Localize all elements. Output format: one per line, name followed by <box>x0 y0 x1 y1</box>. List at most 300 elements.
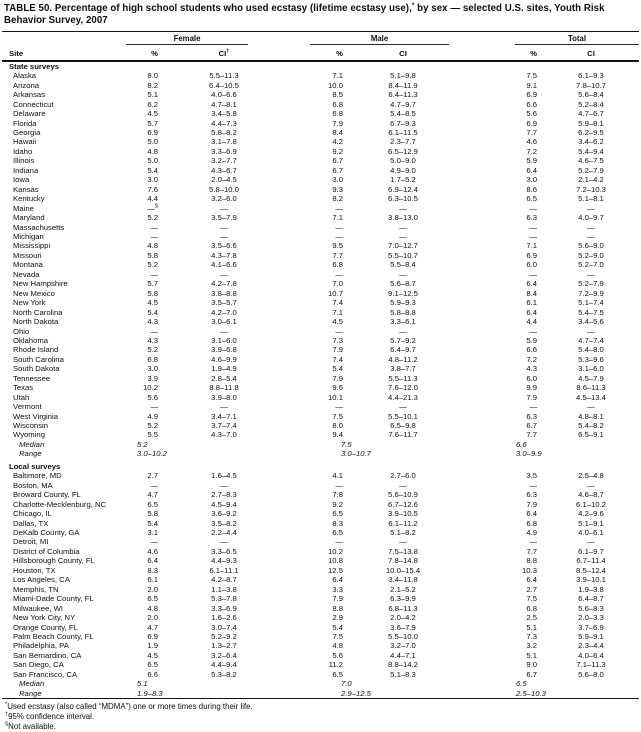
ci-cell: 2.7–6.0 <box>390 471 416 481</box>
ci-cell: 4.6–8.7 <box>578 490 604 500</box>
pct-cell: 5.4 <box>147 518 158 528</box>
group-header-male <box>284 32 457 45</box>
ci-cell: 5.3–8.2 <box>211 669 237 679</box>
ci-cell: 2.0–4.2 <box>390 613 416 623</box>
ci-cell: 7.2–10.3 <box>576 184 606 194</box>
ci-cell: 3.8–8.8 <box>211 288 237 298</box>
range-value: 3.0–9.9 <box>516 449 542 459</box>
ci-cell: 2.7–8.3 <box>211 490 237 500</box>
table-row <box>2 641 639 650</box>
pct-cell: — <box>335 537 343 547</box>
ci-cell: — <box>399 402 407 412</box>
site-cell: Arkansas <box>13 90 46 100</box>
ci-cell: 3.3–6.9 <box>211 603 237 613</box>
ci-cell: 6.7–11.4 <box>576 556 606 566</box>
pct-cell: 5.2 <box>147 345 158 355</box>
group-header-total <box>457 32 639 45</box>
site-cell: Ohio <box>13 326 30 336</box>
ci-cell: 5.4–8.0 <box>578 345 604 355</box>
pct-cell: 5.0 <box>147 156 158 166</box>
pct-cell: 7.4 <box>332 354 343 364</box>
site-cell: Boston, MA <box>13 480 53 490</box>
pct-cell: 6.5 <box>147 499 158 509</box>
pct-cell: 6.9 <box>147 632 158 641</box>
ci-cell: 6.1–11.1 <box>209 565 239 575</box>
pct-cell: 8.0 <box>332 421 343 431</box>
table-body <box>2 61 639 699</box>
pct-cell: 4.1 <box>332 471 343 481</box>
pct-cell: 7.1 <box>332 71 343 81</box>
table-row <box>2 327 639 336</box>
ci-cell: 4.3–7.8 <box>211 250 237 260</box>
pct-cell: 8.8 <box>332 603 343 613</box>
site-cell: Los Angeles, CA <box>13 575 70 585</box>
ci-cell: 2.2–4.4 <box>211 528 237 538</box>
ci-cell: 5.9–9.3 <box>390 298 416 308</box>
ci-cell: 5.7–9.2 <box>390 335 416 345</box>
ci-cell: 5.6–10.9 <box>388 490 418 500</box>
ci-cell: — <box>587 222 595 232</box>
table-row <box>2 128 639 137</box>
pct-cell: 9.9 <box>526 383 537 393</box>
range-value: 2.5–10.3 <box>516 688 546 698</box>
pct-cell: 6.7 <box>332 156 343 166</box>
ci-cell: 4.4–7.1 <box>390 650 416 660</box>
ci-cell: 3.4–6.2 <box>578 137 604 147</box>
site-cell: Broward County, FL <box>13 490 81 500</box>
site-cell: Arizona <box>13 80 40 90</box>
range-value: 3.0–10.7 <box>341 449 371 459</box>
ci-cell: 8.4–11.9 <box>388 80 418 90</box>
ci-cell: 10.0–15.4 <box>385 565 421 575</box>
pct-cell: 5.8 <box>147 509 158 519</box>
ci-cell: 1.7–5.2 <box>390 175 416 185</box>
table-row <box>2 317 639 326</box>
table-row <box>2 336 639 345</box>
pct-cell: 6.1 <box>526 298 537 308</box>
ci-cell: 4.2–7.8 <box>211 279 237 289</box>
pct-cell: 2.7 <box>526 584 537 594</box>
ci-cell: 4.0–6.1 <box>578 528 604 538</box>
pct-cell: — <box>529 537 537 547</box>
table-row <box>2 421 639 430</box>
ci-cell: 6.9–12.4 <box>388 184 418 194</box>
table-title <box>2 0 639 32</box>
ci-cell: 5.9–8.1 <box>578 118 604 128</box>
pct-cell: 9.6 <box>332 383 343 393</box>
ci-cell: 4.6–9.9 <box>211 354 237 364</box>
ci-cell: — <box>220 480 228 490</box>
ci-cell: 5.2–7.9 <box>578 279 604 289</box>
site-cell: North Carolina <box>13 307 63 317</box>
ci-cell: — <box>587 537 595 547</box>
ci-cell: 5.5–10.0 <box>388 632 418 641</box>
pct-cell: 4.9 <box>147 411 158 421</box>
pct-cell: 7.9 <box>526 392 537 402</box>
ci-cell: 3.8–13.0 <box>388 213 418 223</box>
ci-cell: — <box>399 480 407 490</box>
ci-cell: 5.6–8.7 <box>390 279 416 289</box>
pct-cell: 5.1 <box>526 650 537 660</box>
pct-cell: 5.6 <box>147 392 158 402</box>
site-cell: District of Columbia <box>13 546 80 556</box>
pct-cell: 6.6 <box>147 669 158 679</box>
site-cell: South Dakota <box>13 364 60 374</box>
ci-cell: 6.7–12.6 <box>388 499 418 509</box>
ci-cell: 3.3–6.1 <box>390 317 416 327</box>
site-cell: Connecticut <box>13 99 54 109</box>
ci-cell: 4.5–13.4 <box>576 392 606 402</box>
ci-cell: 3.2–6.0 <box>211 194 237 204</box>
ci-cell: — <box>220 402 228 412</box>
site-cell: Nevada <box>13 269 40 279</box>
site-cell: Massachusetts <box>13 222 65 232</box>
table-row <box>2 594 639 603</box>
pct-cell: — <box>150 402 158 412</box>
range-row <box>2 689 639 699</box>
pct-cell: — <box>529 203 537 213</box>
pct-cell: 6.3 <box>526 213 537 223</box>
ci-cell: 5.6–8.4 <box>578 90 604 100</box>
site-cell: Texas <box>13 383 34 393</box>
table-row <box>2 393 639 402</box>
pct-cell: 5.4 <box>147 165 158 175</box>
ci-cell: — <box>220 203 228 213</box>
pct-cell: 3.9 <box>147 373 158 383</box>
pct-cell: 7.7 <box>526 546 537 556</box>
ci-cell: 4.6–7.5 <box>578 156 604 166</box>
ci-cell: — <box>220 269 228 279</box>
ci-cell: 6.5–9.1 <box>578 430 604 440</box>
ci-cell: 6.1–11.5 <box>388 127 418 137</box>
table-row <box>2 194 639 203</box>
pct-cell: 6.5 <box>332 669 343 679</box>
table-row <box>2 90 639 99</box>
pct-cell: 7.2 <box>526 146 537 156</box>
pct-cell: 6.2 <box>147 99 158 109</box>
ci-cell: 2.3–4.4 <box>578 641 604 651</box>
ci-cell: 2.5–4.8 <box>578 471 604 481</box>
ci-cell: 4.4–21.3 <box>388 392 418 402</box>
site-cell: Utah <box>13 392 30 402</box>
pct-cell: 6.4 <box>526 307 537 317</box>
ci-cell: 3.4–5.8 <box>211 109 237 119</box>
table-row <box>2 575 639 584</box>
median-row <box>2 440 639 449</box>
ci-cell: 6.1–11.2 <box>388 518 418 528</box>
pct-cell: — <box>529 402 537 412</box>
site-cell: North Dakota <box>13 317 59 327</box>
group-label-male: Male <box>310 33 449 45</box>
site-cell: Oklahoma <box>13 335 49 345</box>
site-cell: Missouri <box>13 250 42 260</box>
group-label-total: Total <box>515 33 639 45</box>
ci-cell: 5.4–8.2 <box>578 421 604 431</box>
range-label: Range <box>19 449 42 459</box>
pct-cell: 6.0 <box>526 260 537 270</box>
pct-cell: 2.7 <box>147 471 158 481</box>
ci-cell: 5.2–9.0 <box>578 250 604 260</box>
ci-cell: 7.6–11.7 <box>388 430 418 440</box>
group-header-female <box>126 32 284 45</box>
footnote-line: †95% confidence interval. <box>5 711 95 722</box>
table-row <box>2 471 639 480</box>
ci-cell: 4.0–6.4 <box>578 650 604 660</box>
ci-cell: 7.6–12.0 <box>388 383 418 393</box>
ci-cell: — <box>220 222 228 232</box>
table-row <box>2 481 639 490</box>
pct-cell: 4.8 <box>147 603 158 613</box>
pct-cell: 7.9 <box>332 345 343 355</box>
pct-cell: 7.3 <box>332 335 343 345</box>
ci-cell: 3.9–8.0 <box>211 392 237 402</box>
ci-cell: 5.4–9.4 <box>578 146 604 156</box>
pct-cell: — <box>150 269 158 279</box>
site-cell: Maryland <box>13 213 45 223</box>
table-row <box>2 604 639 613</box>
ci-cell: 2.1–5.2 <box>390 584 416 594</box>
pct-cell: 7.5 <box>332 632 343 641</box>
pct-cell: 1.9 <box>147 641 158 651</box>
site-cell: Illinois <box>13 156 35 166</box>
pct-cell: 3.1 <box>147 528 158 538</box>
site-cell: Palm Beach County, FL <box>13 632 94 641</box>
pct-cell: 5.8 <box>147 250 158 260</box>
ci-cell: 3.3–6.5 <box>211 546 237 556</box>
pct-cell: — <box>335 402 343 412</box>
site-cell: San Diego, CA <box>13 660 64 670</box>
pct-cell: 6.8 <box>526 518 537 528</box>
pct-cell: — <box>150 537 158 547</box>
ci-cell: — <box>220 537 228 547</box>
ci-cell: — <box>399 203 407 213</box>
ci-cell: 5.1–7.4 <box>578 298 604 308</box>
pct-cell: 6.6 <box>526 345 537 355</box>
ci-cell: 3.2–7.0 <box>390 641 416 651</box>
pct-cell: 3.2 <box>526 641 537 651</box>
pct-cell: 6.8 <box>332 260 343 270</box>
pct-cell: 9.4 <box>332 430 343 440</box>
ci-cell: 4.7–7.4 <box>578 335 604 345</box>
ci-cell: 7.0–12.7 <box>388 241 418 251</box>
ci-cell: 5.4–8.5 <box>390 109 416 119</box>
site-cell: Georgia <box>13 127 41 137</box>
pct-cell: 6.4 <box>526 509 537 519</box>
pct-cell: 5.7 <box>147 118 158 128</box>
ci-cell: 6.7–9.3 <box>390 118 416 128</box>
site-cell: Montana <box>13 260 43 270</box>
pct-cell: 6.3 <box>526 490 537 500</box>
pct-cell: 6.5 <box>332 528 343 538</box>
ci-cell: 5.2–9.2 <box>211 632 237 641</box>
footnote-marker: § <box>5 721 9 728</box>
ci-cell: 5.9–9.1 <box>578 632 604 641</box>
table-row <box>2 213 639 222</box>
pct-cell: 6.7 <box>332 165 343 175</box>
pct-cell: 4.8 <box>147 241 158 251</box>
pct-cell: 7.8 <box>332 490 343 500</box>
pct-cell: 6.8 <box>332 99 343 109</box>
ci-cell: 3.9–10.5 <box>388 509 418 519</box>
site-cell: New Mexico <box>13 288 55 298</box>
site-cell: Delaware <box>13 109 46 119</box>
ci-cell: 3.8–7.7 <box>390 364 416 374</box>
pct-cell: 6.5 <box>147 660 158 670</box>
ci-cell: 3.7–6.9 <box>578 622 604 632</box>
site-cell: Houston, TX <box>13 565 56 575</box>
ci-cell: 6.1–9.7 <box>578 546 604 556</box>
ci-cell: 4.4–9.4 <box>211 660 237 670</box>
pct-cell: 7.1 <box>332 213 343 223</box>
table-row <box>2 500 639 509</box>
table-row <box>2 509 639 518</box>
column-header-male-pct: % <box>284 45 349 61</box>
pct-cell: 8.3 <box>147 565 158 575</box>
ci-cell: — <box>220 326 228 336</box>
site-cell: New Hampshire <box>13 279 68 289</box>
pct-cell: 2.0 <box>147 613 158 623</box>
pct-cell: 3.5 <box>526 471 537 481</box>
ci-cell: — <box>399 326 407 336</box>
pct-cell: 5.0 <box>147 137 158 147</box>
pct-cell: 12.5 <box>328 565 343 575</box>
ci-cell: 5.3–9.6 <box>578 354 604 364</box>
pct-cell: 4.3 <box>526 364 537 374</box>
site-cell: Michigan <box>13 231 44 241</box>
median-label: Median <box>19 679 45 689</box>
median-value: 6.6 <box>516 439 527 449</box>
ci-cell: 6.4–10.5 <box>209 80 239 90</box>
range-value: 2.9–12.5 <box>341 688 371 698</box>
pct-cell: 10.2 <box>143 383 158 393</box>
ci-cell: 4.2–9.6 <box>578 509 604 519</box>
ci-cell: 4.2–8.7 <box>211 575 237 585</box>
pct-cell: 7.1 <box>526 241 537 251</box>
ci-cell: 5.1–9.8 <box>390 71 416 81</box>
ci-cell: — <box>399 269 407 279</box>
site-cell: San Bernardino, CA <box>13 650 82 660</box>
site-cell: Detroit, MI <box>13 537 49 547</box>
table-row <box>2 547 639 556</box>
table-row <box>2 241 639 250</box>
pct-cell: 4.4 <box>147 194 158 204</box>
pct-cell: 4.8 <box>332 641 343 651</box>
ci-cell: 1.6–4.5 <box>211 471 237 481</box>
pct-cell: — <box>529 326 537 336</box>
pct-cell: 4.8 <box>147 146 158 156</box>
pct-cell: — <box>335 203 343 213</box>
table-row <box>2 670 639 679</box>
pct-cell: — <box>529 480 537 490</box>
table-row <box>2 528 639 537</box>
site-cell: Hawaii <box>13 137 37 147</box>
table-row <box>2 289 639 298</box>
pct-cell: 7.3 <box>526 632 537 641</box>
site-cell: Charlotte-Mecklenburg, NC <box>13 499 107 509</box>
site-cell: Miami-Dade County, FL <box>13 594 94 604</box>
pct-cell: 10.0 <box>328 80 343 90</box>
ci-cell: 4.7–8.1 <box>211 99 237 109</box>
ci-cell: 4.4–7.3 <box>211 118 237 128</box>
not-available-marker: § <box>154 203 158 210</box>
ci-cell: 8.5–12.4 <box>576 565 606 575</box>
pct-cell: — <box>150 222 158 232</box>
ci-cell: 4.8–11.2 <box>388 354 418 364</box>
pct-cell: 6.8 <box>332 109 343 119</box>
median-value: 7.0 <box>341 679 352 689</box>
pct-cell: — <box>335 222 343 232</box>
ci-cell: 5.3–7.8 <box>211 594 237 604</box>
ci-cell: 3.0–7.4 <box>211 622 237 632</box>
ci-cell: 3.0–6.1 <box>211 317 237 327</box>
ci-cell: 4.7–9.7 <box>390 99 416 109</box>
pct-cell: 3.0 <box>332 175 343 185</box>
pct-cell: 6.9 <box>526 118 537 128</box>
ci-cell: 3.5–8.2 <box>211 518 237 528</box>
pct-cell: 4.5 <box>147 109 158 119</box>
table-row <box>2 270 639 279</box>
pct-cell: 6.6 <box>526 99 537 109</box>
ci-cell: 4.5–7.9 <box>578 373 604 383</box>
column-header-total-ci: CI <box>543 45 639 61</box>
pct-cell: 6.5 <box>526 194 537 204</box>
site-cell: Tennessee <box>13 373 51 383</box>
ci-cell: 2.0–4.5 <box>211 175 237 185</box>
ci-cell: 4.0–6.6 <box>211 90 237 100</box>
column-header-row <box>2 45 639 61</box>
pct-cell: — <box>335 269 343 279</box>
table-row <box>2 279 639 288</box>
pct-cell: 8.2 <box>332 194 343 204</box>
column-header-female-pct: % <box>126 45 164 61</box>
median-value: 5.1 <box>137 679 148 689</box>
section-header-row <box>2 459 639 471</box>
ci-cell: 5.2–8.4 <box>578 99 604 109</box>
column-header-male-ci: CI <box>349 45 457 61</box>
pct-cell: 8.6 <box>526 184 537 194</box>
site-cell: Rhode Island <box>13 345 59 355</box>
table-row <box>2 585 639 594</box>
ci-cell: 6.2–9.5 <box>578 127 604 137</box>
pct-cell: 6.5 <box>332 509 343 519</box>
pct-cell: 5.6 <box>332 650 343 660</box>
pct-cell: 4.4 <box>526 317 537 327</box>
ci-cell: 3.5–7.9 <box>211 213 237 223</box>
ci-cell: 5.1–8.3 <box>390 669 416 679</box>
ci-cell: 6.4–8.7 <box>578 594 604 604</box>
column-header-female-ci: CI† <box>164 45 284 61</box>
ci-cell: 7.8–10.7 <box>576 80 606 90</box>
ci-cell: 7.5–13.8 <box>388 546 418 556</box>
pct-cell: 8.4 <box>526 288 537 298</box>
site-cell: San Francisco, CA <box>13 669 78 679</box>
pct-cell: 9.3 <box>332 184 343 194</box>
footnote-line: §Not available. <box>5 721 56 732</box>
ci-cell: 3.2–6.4 <box>211 650 237 660</box>
ci-cell: 7.2–9.9 <box>578 288 604 298</box>
pct-cell: 7.7 <box>526 127 537 137</box>
pct-cell: 2.9 <box>332 613 343 623</box>
site-cell: Baltimore, MD <box>13 471 62 481</box>
ci-cell: 5.5–8.4 <box>390 260 416 270</box>
ci-cell: 8.8–14.2 <box>388 660 418 670</box>
pct-cell: 4.7 <box>147 490 158 500</box>
table-row <box>2 613 639 622</box>
ci-cell: 4.9–9.0 <box>390 165 416 175</box>
pct-cell: 7.5 <box>332 411 343 421</box>
section-label: State surveys <box>9 61 59 71</box>
group-header-row <box>2 32 639 45</box>
